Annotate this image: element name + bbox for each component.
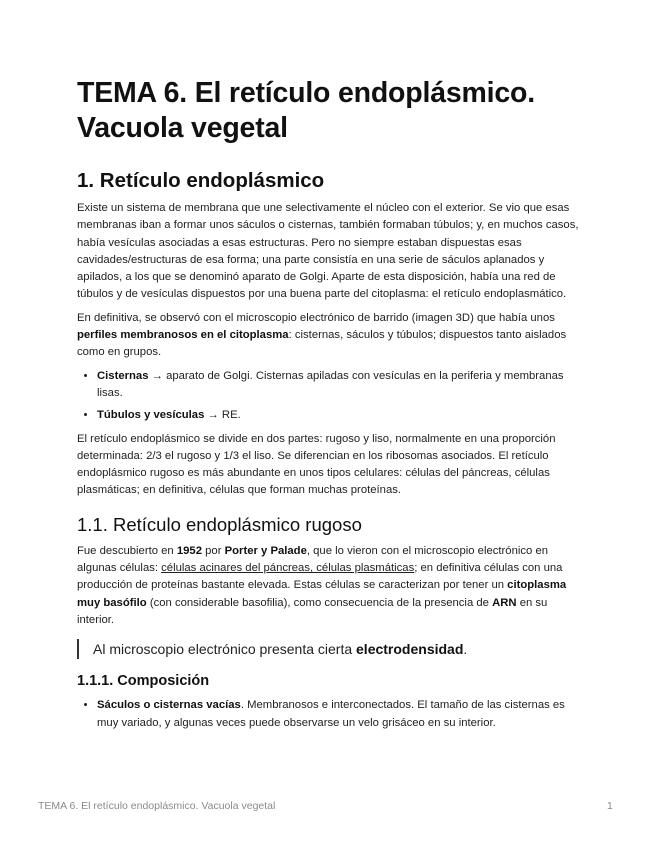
bold-text: Sáculos o cisternas vacías: [97, 699, 241, 712]
section-heading-1-1: 1.1. Retículo endoplásmico rugoso: [77, 513, 362, 535]
document-title: TEMA 6. El retículo endoplásmico. Vacuola vegetal: [77, 77, 535, 144]
text: en su interior.: [77, 596, 548, 626]
list-item: [97, 697, 581, 732]
text: En definitiva, se observó con el microscopio electrónico de barrido (imagen 3D) que había unos: [77, 311, 555, 324]
list-item: [97, 407, 581, 424]
bold-text: Túbulos y vesículas: [97, 409, 205, 422]
document-page: [77, 76, 581, 738]
text: por: [202, 544, 225, 557]
text: . Membranosos e interconectados. El tamaño de las cisternas es muy variado, y algunas veces puede observarse un velo grisáceo en su interior.: [97, 699, 565, 729]
text: Fue descubierto en: [77, 544, 177, 557]
paragraph: [77, 310, 581, 362]
text: Al microscopio electrónico presenta cierta: [93, 641, 357, 658]
section-heading-1: 1. Retículo endoplásmico: [77, 169, 325, 192]
bullet-list: [77, 368, 581, 425]
section-heading-1-1-1: 1.1.1. Composición: [77, 673, 210, 690]
text: : cisternas, sáculos y túbulos; dispuestos tanto aislados como en grupos.: [77, 329, 567, 359]
bold-text: ARN: [492, 596, 517, 609]
paragraph: El retículo endoplásmico se divide en dos partes: rugoso y liso, normalmente en una proporción determinada: 2/3 el rugoso y 1/3 el liso. Se diferencian en los ribosomas asociados. El retículo endoplásmico rugoso es más abundante en unos tipos celulares: células del páncreas, células plasmáticas; en definitiva, células que forman muchas proteínas.: [77, 432, 556, 497]
list-item: [97, 368, 581, 403]
text: → RE.: [204, 409, 241, 422]
paragraph: Existe un sistema de membrana que une selectivamente el núcleo con el exterior. Se vio que esas membranas iban a formar unos sáculos o cisternas, también formaban túbulos; y, en muchos casos, había vesículas asociadas a esas estructuras. Pero no siempre estaban dispuestas esas cavidades/estructuras de esa forma; una parte consistía en una serie de sáculos aplanados y apilados, a los que se denominó aparato de Golgi. Aparte de esta disposición, había una red de túbulos y de vesículas dispuestos por una buena parte del citoplasma: el retículo endoplasmático.: [77, 202, 579, 301]
bold-text: citoplasma muy basófilo: [77, 579, 567, 609]
underlined-text: células acinares del páncreas, células plasmáticas: [161, 562, 415, 575]
page-number: 1: [607, 800, 613, 812]
bold-text: 1952: [176, 544, 202, 557]
paragraph: [77, 543, 581, 629]
bullet-list: [77, 697, 581, 732]
text: → aparato de Golgi. Cisternas apiladas con vesículas en la periferia y membranas lisas.: [97, 369, 564, 399]
text: .: [463, 641, 468, 658]
text: ; en definitiva células con una producción de proteínas bastante elevada. Estas células se caracterizan por tener un: [77, 562, 563, 592]
text: , que lo vieron con el microscopio electrónico en algunas células:: [77, 544, 549, 575]
bold-text: perfiles membranosos en el citoplasma: [77, 329, 289, 342]
footer-title: TEMA 6. El retículo endoplásmico. Vacuola vegetal: [38, 800, 276, 812]
bold-text: Porter y Palade: [224, 544, 307, 557]
blockquote: [77, 639, 581, 659]
bold-text: Cisternas: [97, 369, 149, 382]
bold-text: electrodensidad: [356, 641, 464, 658]
text: (con considerable basofilia), como consecuencia de la presencia de: [146, 596, 493, 609]
